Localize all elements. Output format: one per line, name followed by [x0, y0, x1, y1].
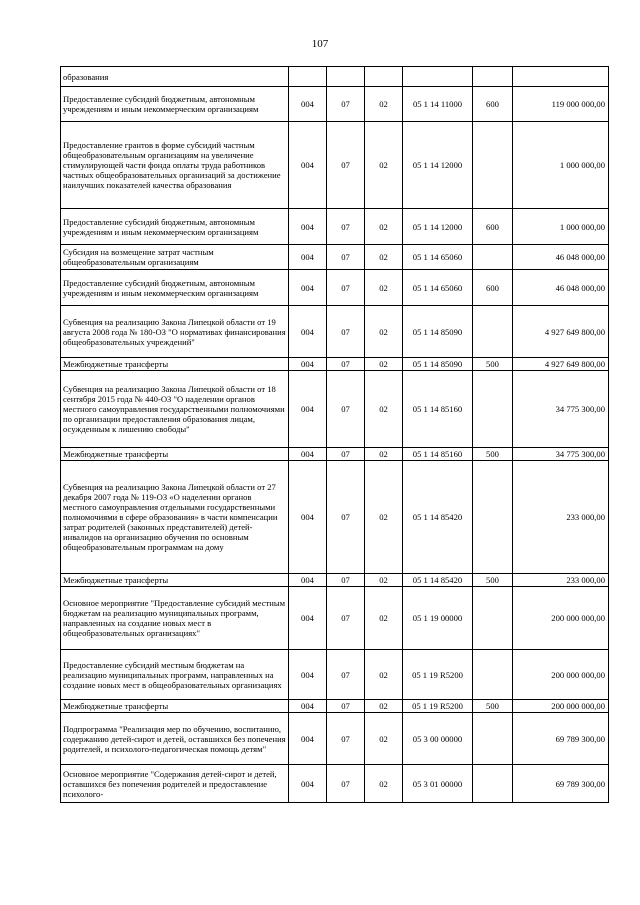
row-section-code: 07 — [327, 461, 365, 574]
row-amount: 119 000 000,00 — [513, 87, 609, 122]
row-ministry-code: 004 — [289, 306, 327, 358]
row-subsection-code: 02 — [365, 358, 403, 371]
row-ministry-code: 004 — [289, 461, 327, 574]
row-target-code: 05 1 19 R5200 — [403, 650, 473, 700]
row-amount: 200 000 000,00 — [513, 650, 609, 700]
row-expense-type: 500 — [473, 358, 513, 371]
table-row — [61, 209, 609, 245]
row-expense-type: 600 — [473, 209, 513, 245]
table-row — [61, 67, 609, 87]
row-section-code — [327, 67, 365, 87]
row-subsection-code: 02 — [365, 448, 403, 461]
table-row — [61, 765, 609, 803]
row-target-code: 05 1 19 00000 — [403, 587, 473, 650]
row-section-code: 07 — [327, 245, 365, 270]
row-subsection-code: 02 — [365, 700, 403, 713]
table-row — [61, 245, 609, 270]
table-row — [61, 371, 609, 448]
row-target-code: 05 1 14 65060 — [403, 245, 473, 270]
row-section-code: 07 — [327, 270, 365, 306]
table-row — [61, 306, 609, 358]
row-name: Субвенция на реализацию Закона Липецкой области от 27 декабря 2007 года № 119-ОЗ «О наделении органов местного самоуправления отдельными государственными полномочиями в сфере образования» в части компенсации затрат родителей (законных представителей) детей-инвалидов на организацию обучения по основным общеобразовательным программам на дому — [61, 461, 289, 574]
row-amount: 233 000,00 — [513, 574, 609, 587]
row-target-code: 05 1 14 12000 — [403, 122, 473, 209]
row-subsection-code: 02 — [365, 209, 403, 245]
row-expense-type: 500 — [473, 448, 513, 461]
row-name: Подпрограмма "Реализация мер по обучению, воспитанию, содержанию детей-сирот и детей, оставшихся без попечения родителей, и психолого-педагогическая помощь детям" — [61, 713, 289, 765]
row-target-code: 05 1 14 85090 — [403, 306, 473, 358]
row-ministry-code: 004 — [289, 87, 327, 122]
table-row — [61, 358, 609, 371]
row-expense-type: 600 — [473, 87, 513, 122]
row-amount: 69 789 300,00 — [513, 713, 609, 765]
row-amount: 46 048 000,00 — [513, 245, 609, 270]
row-target-code: 05 1 14 11000 — [403, 87, 473, 122]
row-section-code: 07 — [327, 713, 365, 765]
row-expense-type — [473, 122, 513, 209]
row-amount: 1 000 000,00 — [513, 122, 609, 209]
row-name: Субвенция на реализацию Закона Липецкой области от 18 сентября 2015 года № 440-ОЗ "О наделении органов местного самоуправления государственными полномочиями по организации предоставления образования лицам, осужденным к лишению свободы" — [61, 371, 289, 448]
row-ministry-code: 004 — [289, 209, 327, 245]
row-name: Межбюджетные трансферты — [61, 448, 289, 461]
table-row — [61, 122, 609, 209]
row-name: Субсидия на возмещение затрат частным общеобразовательным организациям — [61, 245, 289, 270]
row-section-code: 07 — [327, 587, 365, 650]
row-expense-type: 500 — [473, 574, 513, 587]
row-target-code: 05 1 14 85160 — [403, 371, 473, 448]
row-amount: 1 000 000,00 — [513, 209, 609, 245]
row-subsection-code: 02 — [365, 87, 403, 122]
row-target-code: 05 1 14 85090 — [403, 358, 473, 371]
row-target-code: 05 1 19 R5200 — [403, 700, 473, 713]
row-name: Предоставление субсидий бюджетным, автономным учреждениям и иным некоммерческим организациям — [61, 209, 289, 245]
row-section-code: 07 — [327, 209, 365, 245]
row-section-code: 07 — [327, 765, 365, 803]
row-section-code: 07 — [327, 650, 365, 700]
row-target-code: 05 1 14 12000 — [403, 209, 473, 245]
row-expense-type — [473, 650, 513, 700]
row-target-code: 05 3 00 00000 — [403, 713, 473, 765]
table-row — [61, 461, 609, 574]
row-ministry-code: 004 — [289, 765, 327, 803]
row-subsection-code: 02 — [365, 371, 403, 448]
row-name: Предоставление субсидий бюджетным, автономным учреждениям и иным некоммерческим организациям — [61, 87, 289, 122]
row-subsection-code: 02 — [365, 765, 403, 803]
row-amount: 4 927 649 800,00 — [513, 306, 609, 358]
row-subsection-code: 02 — [365, 122, 403, 209]
row-target-code: 05 1 14 85160 — [403, 448, 473, 461]
row-target-code: 05 1 14 65060 — [403, 270, 473, 306]
row-name: Предоставление субсидий бюджетным, автономным учреждениям и иным некоммерческим организациям — [61, 270, 289, 306]
row-section-code: 07 — [327, 700, 365, 713]
row-name: Основное мероприятие "Содержания детей-сирот и детей, оставшихся без попечения родителей и предоставление психолого- — [61, 765, 289, 803]
table-row — [61, 87, 609, 122]
row-expense-type — [473, 306, 513, 358]
row-expense-type — [473, 713, 513, 765]
row-expense-type — [473, 587, 513, 650]
row-name: Предоставление субсидий местным бюджетам на реализацию муниципальных программ, направленных на создание новых мест в общеобразовательных организациях — [61, 650, 289, 700]
row-ministry-code: 004 — [289, 448, 327, 461]
budget-table — [60, 66, 609, 803]
row-ministry-code: 004 — [289, 270, 327, 306]
row-amount: 46 048 000,00 — [513, 270, 609, 306]
row-section-code: 07 — [327, 574, 365, 587]
row-ministry-code: 004 — [289, 713, 327, 765]
row-ministry-code: 004 — [289, 122, 327, 209]
row-subsection-code: 02 — [365, 245, 403, 270]
row-amount — [513, 67, 609, 87]
budget-table-body — [61, 67, 609, 803]
row-amount: 69 789 300,00 — [513, 765, 609, 803]
row-ministry-code — [289, 67, 327, 87]
table-row — [61, 574, 609, 587]
row-amount: 34 775 300,00 — [513, 371, 609, 448]
table-row — [61, 448, 609, 461]
row-name: Предоставление грантов в форме субсидий частным общеобразовательным организациям на увеличение стимулирующей части фонда оплаты труда работников частных общеобразовательных организаций за достижение наилучших показателей качества образования — [61, 122, 289, 209]
row-section-code: 07 — [327, 87, 365, 122]
row-target-code: 05 1 14 85420 — [403, 461, 473, 574]
row-ministry-code: 004 — [289, 574, 327, 587]
page-number: 107 — [311, 38, 329, 50]
row-ministry-code: 004 — [289, 587, 327, 650]
row-expense-type: 600 — [473, 270, 513, 306]
row-ministry-code: 004 — [289, 700, 327, 713]
row-name: Межбюджетные трансферты — [61, 700, 289, 713]
row-ministry-code: 004 — [289, 650, 327, 700]
row-section-code: 07 — [327, 358, 365, 371]
row-amount: 200 000 000,00 — [513, 587, 609, 650]
row-subsection-code: 02 — [365, 650, 403, 700]
row-expense-type — [473, 245, 513, 270]
row-ministry-code: 004 — [289, 358, 327, 371]
row-subsection-code: 02 — [365, 270, 403, 306]
row-ministry-code: 004 — [289, 371, 327, 448]
table-row — [61, 270, 609, 306]
row-name: Основное мероприятие "Предоставление субсидий местным бюджетам на реализацию муниципальных программ, направленных на создание новых мест в общеобразовательных организациях" — [61, 587, 289, 650]
row-expense-type: 500 — [473, 700, 513, 713]
row-name: Субвенция на реализацию Закона Липецкой области от 19 августа 2008 года № 180-ОЗ "О нормативах финансирования общеобразовательных учреждений" — [61, 306, 289, 358]
row-section-code: 07 — [327, 448, 365, 461]
row-section-code: 07 — [327, 371, 365, 448]
table-row — [61, 700, 609, 713]
table-row — [61, 587, 609, 650]
row-target-code — [403, 67, 473, 87]
row-subsection-code: 02 — [365, 461, 403, 574]
row-name: Межбюджетные трансферты — [61, 574, 289, 587]
row-ministry-code: 004 — [289, 245, 327, 270]
row-amount: 233 000,00 — [513, 461, 609, 574]
row-amount: 34 775 300,00 — [513, 448, 609, 461]
row-subsection-code: 02 — [365, 713, 403, 765]
row-section-code: 07 — [327, 306, 365, 358]
row-name: образования — [61, 67, 289, 87]
row-expense-type — [473, 765, 513, 803]
table-row — [61, 713, 609, 765]
row-target-code: 05 1 14 85420 — [403, 574, 473, 587]
row-target-code: 05 3 01 00000 — [403, 765, 473, 803]
row-expense-type — [473, 67, 513, 87]
row-subsection-code: 02 — [365, 306, 403, 358]
table-row — [61, 650, 609, 700]
row-name: Межбюджетные трансферты — [61, 358, 289, 371]
row-subsection-code — [365, 67, 403, 87]
row-amount: 4 927 649 800,00 — [513, 358, 609, 371]
row-section-code: 07 — [327, 122, 365, 209]
row-subsection-code: 02 — [365, 574, 403, 587]
row-subsection-code: 02 — [365, 587, 403, 650]
row-amount: 200 000 000,00 — [513, 700, 609, 713]
row-expense-type — [473, 461, 513, 574]
row-expense-type — [473, 371, 513, 448]
